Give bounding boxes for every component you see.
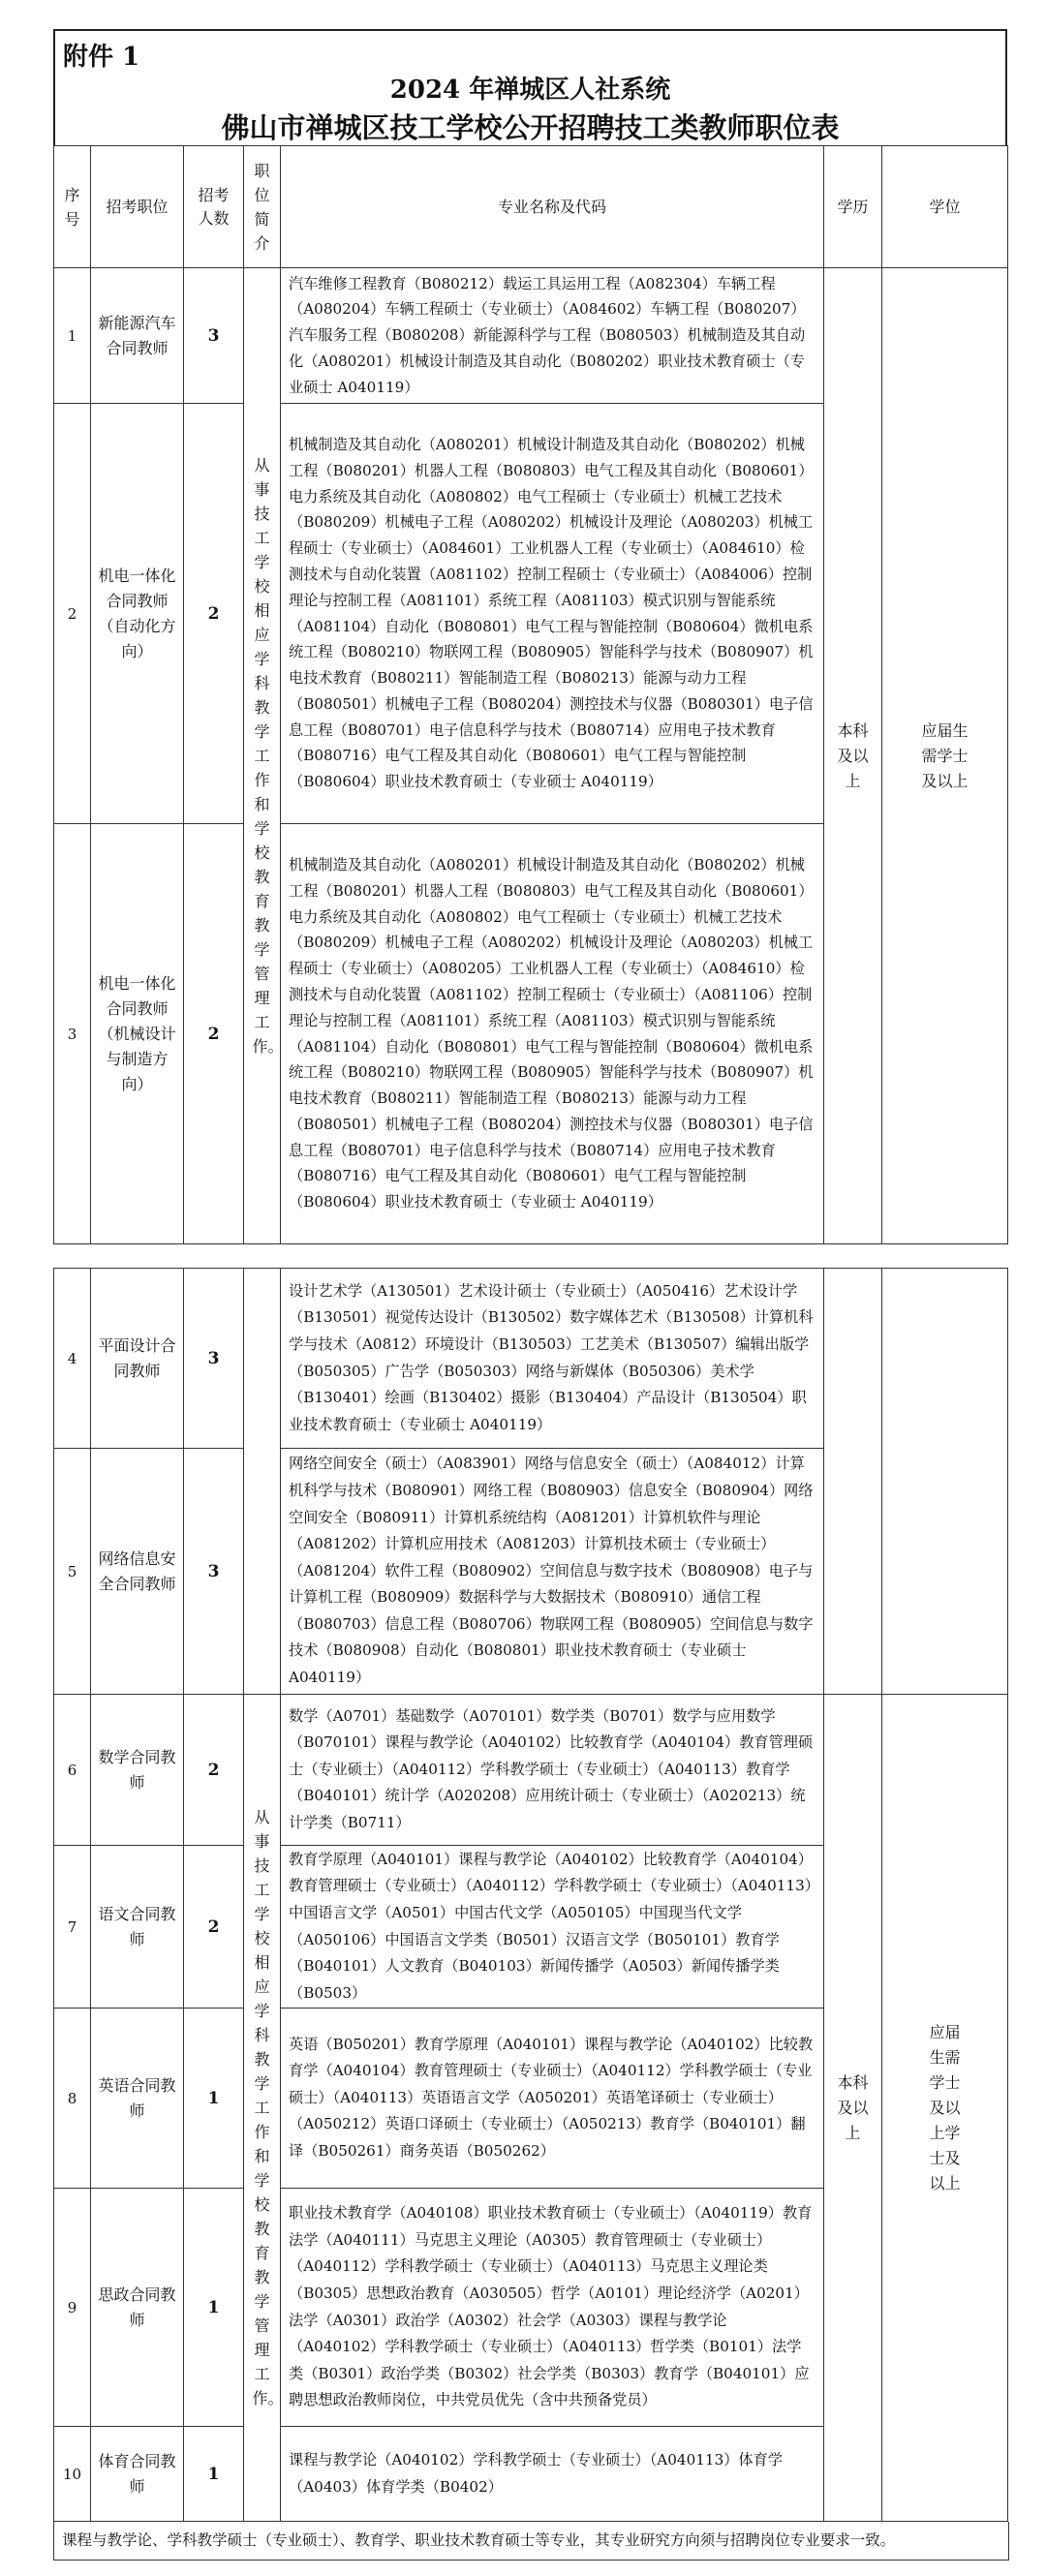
row-count: 2 — [184, 1695, 244, 1846]
row-majors: 课程与教学论（A040102）学科教学硕士（专业硕士）（A040113）体育学（A0403）体育学类（B0402） — [281, 2427, 824, 2522]
row-majors: 机械制造及其自动化（A080201）机械设计制造及其自动化（B080202）机械工程（B080201）机器人工程（B080803）电气工程及其自动化（B080601）电力系统及其自动化（A080802）电气工程硕士（专业硕士）机械工艺技术（B080209）机械电子工程（A080202）机械设计及理论（A080203）机械工程硕士（专业硕士）（A080205）工业机器人工程（专业硕士）（A084610）检测技术与自动化装置（A081102）控制工程硕士（专业硕士）（A081106）控制理论与控制工程（A081101）系统工程（A081103）模式识别与智能系统（A081104）自动化（B080801）电气工程与智能控制（B080604）微机电系统工程（B080210）物联网工程（B080905）智能科学与技术（B080907）机电技术教育（B080211）智能制造工程（B080213）能源与动力工程（B080501）机械电子工程（B080204）测控技术与仪器（B080301）电子信息工程（B080701）电子信息科学与技术（B080714）应用电子技术教育（B080716）电气工程及其自动化（B080601）电气工程与智能控制（B080604）职业技术教育硕士（专业硕士 A040119） — [281, 824, 824, 1244]
row-count: 1 — [184, 2009, 244, 2189]
row-intro — [244, 1269, 281, 1695]
col-header-position: 招考职位 — [91, 146, 184, 268]
row-seq: 6 — [54, 1695, 91, 1846]
row-count: 2 — [184, 404, 244, 824]
table-header-row — [54, 146, 1008, 268]
page — [53, 29, 1007, 2561]
row-position: 英语合同教师 — [91, 2009, 184, 2189]
row-majors: 教育学原理（A040101）课程与教学论（A040102）比较教育学（A040104）教育管理硕士（专业硕士）（A040112）学科教学硕士（专业硕士）（A040113）中国语言文学（A0501）中国古代文学（A050105）中国现当代文学（A050106）中国语言文学类（B0501）汉语言文学（B050101）教育学（B040101）人文教育（B040103）新闻传播学（A0503）新闻传播学类（B0503） — [281, 1846, 824, 2009]
row-count: 3 — [184, 1269, 244, 1449]
row-degree: 应届生需学士及以上学士及以上 — [882, 1695, 1008, 2522]
footnote: 课程与教学论、学科教学硕士（专业硕士）、教育学、职业技术教育硕士等专业，其专业研究方向须与招聘岗位专业要求一致。 — [53, 2522, 1009, 2561]
row-position: 思政合同教师 — [91, 2189, 184, 2427]
row-count: 1 — [184, 2189, 244, 2427]
row-education: 本科及以上 — [824, 268, 882, 1244]
row-count: 3 — [184, 268, 244, 404]
table-row — [54, 268, 1008, 404]
col-header-degree: 学位 — [882, 146, 1008, 268]
row-count: 3 — [184, 1449, 244, 1695]
col-header-education: 学历 — [824, 146, 882, 268]
row-intro: 从事技工学校相应学科教学工作和学校教育教学管理工作。 — [244, 268, 281, 1244]
row-seq: 4 — [54, 1269, 91, 1449]
row-position: 平面设计合同教师 — [91, 1269, 184, 1449]
row-count: 1 — [184, 2427, 244, 2522]
row-position: 语文合同教师 — [91, 1846, 184, 2009]
col-header-intro: 职位简介 — [244, 146, 281, 268]
row-majors: 网络空间安全（硕士）（A083901）网络与信息安全（硕士）（A084012）计算机科学与技术（B080901）网络工程（B080903）信息安全（B080904）网络空间安全（B080911）计算机系统结构（A081201）计算机软件与理论（A081202）计算机应用技术（A081203）计算机技术硕士（专业硕士）（A081204）软件工程（B080902）空间信息与数字技术（B080908）电子与计算机工程（B080909）数据科学与大数据技术（B080910）通信工程（B080703）信息工程（B080706）物联网工程（B080905）空间信息与数字技术（B080908）自动化（B080801）职业技术教育硕士（专业硕士 A040119） — [281, 1449, 824, 1695]
row-seq: 2 — [54, 404, 91, 824]
row-intro: 从事技工学校相应学科教学工作和学校教育教学管理工作。 — [244, 1695, 281, 2522]
row-majors: 汽车维修工程教育（B080212）载运工具运用工程（A082304）车辆工程（A080204）车辆工程硕士（专业硕士）（A084602）车辆工程（B080207）汽车服务工程（B080208）新能源科学与工程（B080503）机械制造及其自动化（A080201）机械设计制造及其自动化（B080202）职业技术教育硕士（专业硕士 A040119） — [281, 268, 824, 404]
row-degree — [882, 1269, 1008, 1695]
row-majors: 设计艺术学（A130501）艺术设计硕士（专业硕士）（A050416）艺术设计学（B130501）视觉传达设计（B130502）数字媒体艺术（B130508）计算机科学与技术（A0812）环境设计（B130503）工艺美术（B130507）编辑出版学（B050305）广告学（B050303）网络与新媒体（B050306）美术学（B130401）绘画（B130402）摄影（B130404）产品设计（B130504）职业技术教育硕士（专业硕士 A040119） — [281, 1269, 824, 1449]
row-position: 体育合同教师 — [91, 2427, 184, 2522]
row-position: 新能源汽车合同教师 — [91, 268, 184, 404]
title-block — [53, 29, 1007, 145]
row-seq: 3 — [54, 824, 91, 1244]
row-majors: 英语（B050201）教育学原理（A040101）课程与教学论（A040102）比较教育学（A040104）教育管理硕士（专业硕士）（A040112）学科教学硕士（专业硕士）（A040113）英语语言文学（A050201）英语笔译硕士（专业硕士）（A050212）英语口译硕士（专业硕士）（A050213）教育学（B040101）翻译（B050261）商务英语（B050262） — [281, 2009, 824, 2189]
row-seq: 1 — [54, 268, 91, 404]
row-majors: 数学（A0701）基础数学（A070101）数学类（B0701）数学与应用数学（B070101）课程与教学论（A040102）比较教育学（A040104）教育管理硕士（专业硕士）（A040112）学科教学硕士（专业硕士）（A040113）教育学（B040101）统计学（A020208）应用统计硕士（专业硕士）（A020213）统计学类（B0711） — [281, 1695, 824, 1846]
title-line-1: 2024 年禅城区人社系统 — [389, 76, 671, 105]
row-seq: 7 — [54, 1846, 91, 2009]
col-header-count: 招考人数 — [184, 146, 244, 268]
row-count: 2 — [184, 1846, 244, 2009]
row-seq: 8 — [54, 2009, 91, 2189]
row-position: 网络信息安全合同教师 — [91, 1449, 184, 1695]
row-majors: 职业技术教育学（A040108）职业技术教育硕士（专业硕士）（A040119）教育法学（A040111）马克思主义理论（A0305）教育管理硕士（专业硕士）（A040112）学科教学硕士（专业硕士）（A040113）马克思主义理论类（B0305）思想政治教育（A030505）哲学（A0101）理论经济学（A0201）法学（A0301）政治学（A0302）社会学（A0303）课程与教学论（A040102）学科教学硕士（专业硕士）（A040113）哲学类（B0101）法学类（B0301）政治学类（B0302）社会学类（B0303）教育学（B040101）应聘思想政治教师岗位，中共党员优先（含中共预备党员） — [281, 2189, 824, 2427]
row-seq: 9 — [54, 2189, 91, 2427]
col-header-seq: 序号 — [54, 146, 91, 268]
col-header-majors: 专业名称及代码 — [281, 146, 824, 268]
table-row — [54, 1269, 1008, 1449]
row-position: 数学合同教师 — [91, 1695, 184, 1846]
row-seq: 10 — [54, 2427, 91, 2522]
row-seq: 5 — [54, 1449, 91, 1695]
row-count: 2 — [184, 824, 244, 1244]
row-education: 本科及以上 — [824, 1695, 882, 2522]
row-majors: 机械制造及其自动化（A080201）机械设计制造及其自动化（B080202）机械工程（B080201）机器人工程（B080803）电气工程及其自动化（B080601）电力系统及其自动化（A080802）电气工程硕士（专业硕士）机械工艺技术（B080209）机械电子工程（A080202）机械设计及理论（A080203）机械工程硕士（专业硕士）（A084601）工业机器人工程（专业硕士）（A084610）检测技术与自动化装置（A081102）控制工程硕士（专业硕士）（A084006）控制理论与控制工程（A081101）系统工程（A081103）模式识别与智能系统（A081104）自动化（B080801）电气工程与智能控制（B080604）微机电系统工程（B080210）物联网工程（B080905）智能科学与技术（B080907）机电技术教育（B080211）智能制造工程（B080213）能源与动力工程（B080501）机械电子工程（B080204）测控技术与仪器（B080301）电子信息工程（B080701）电子信息科学与技术（B080714）应用电子技术教育（B080716）电气工程及其自动化（B080601）电气工程与智能控制（B080604）职业技术教育硕士（专业硕士 A040119） — [281, 404, 824, 824]
row-degree: 应届生需学士及以上 — [882, 268, 1008, 1244]
job-table-part-2 — [53, 1268, 1008, 2522]
title-line-2: 佛山市禅城区技工学校公开招聘技工类教师职位表 — [221, 111, 840, 144]
annex-label: 附件 1 — [63, 43, 140, 72]
row-education — [824, 1269, 882, 1695]
job-table-part-1 — [53, 145, 1008, 1244]
row-position: 机电一体化合同教师（机械设计与制造方向） — [91, 824, 184, 1244]
table-row — [54, 1695, 1008, 1846]
page-break-gap — [53, 1244, 1007, 1268]
row-position: 机电一体化合同教师（自动化方向） — [91, 404, 184, 824]
